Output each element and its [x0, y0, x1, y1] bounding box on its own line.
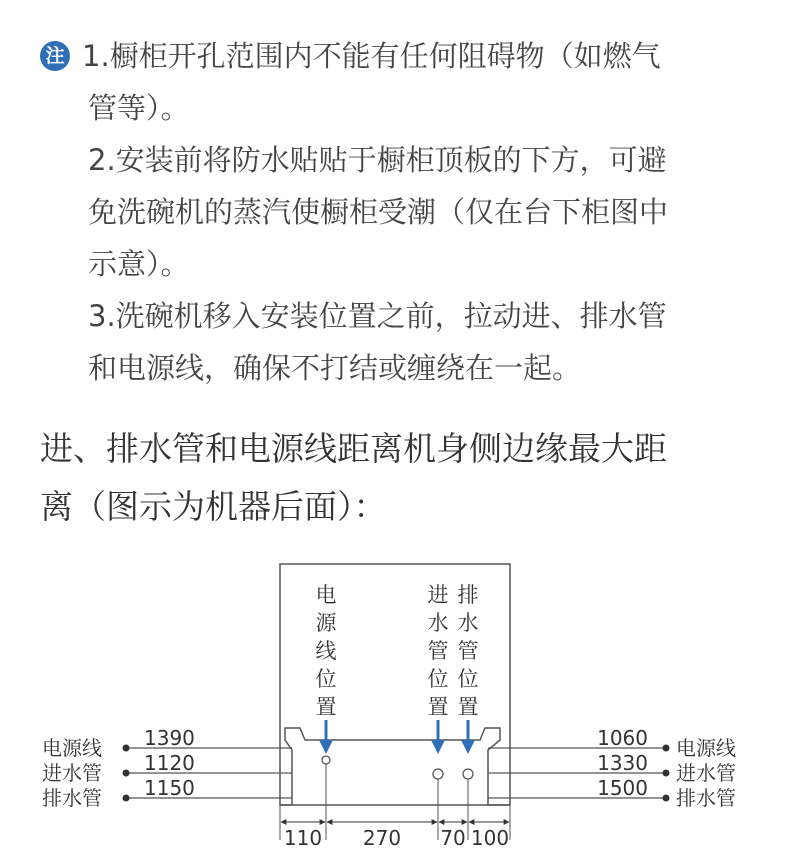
inlet-port-icon [433, 769, 443, 779]
right-inlet-name: 进水管 [676, 761, 736, 785]
inlet-char-5: 置 [427, 695, 449, 719]
note-line-1 [40, 30, 760, 82]
inlet-position-label [428, 583, 449, 719]
dim-value-2: 270 [362, 826, 402, 850]
drain-char-5: 置 [457, 695, 479, 719]
right-drain-value: 1500 [597, 776, 648, 800]
drain-char-3: 管 [457, 639, 479, 663]
machine-back-diagram [0, 540, 790, 860]
drain-char-4: 位 [457, 667, 479, 691]
right-drain-name: 排水管 [676, 786, 736, 810]
note-text-1: 1.橱柜开孔范围内不能有任何阻碍物（如燃气 [82, 39, 661, 73]
inlet-char-4: 位 [427, 667, 449, 691]
left-labels [42, 726, 195, 810]
note-badge-icon: 注 [40, 41, 70, 71]
inlet-char-1: 进 [427, 583, 449, 607]
drain-char-1: 排 [457, 583, 479, 607]
right-power-value: 1060 [597, 726, 648, 750]
section-heading [40, 420, 770, 536]
right-inlet-value: 1330 [597, 751, 648, 775]
left-power-name: 电源线 [42, 736, 102, 760]
power-arrow-icon [319, 720, 333, 754]
heading-line-1: 进、排水管和电源线距离机身侧边缘最大距 [40, 429, 667, 468]
dim-value-4: 100 [470, 826, 510, 850]
note-line-4: 免洗碗机的蒸汽使橱柜受潮（仅在台下柜图中 [88, 195, 669, 229]
drain-arrow-icon [461, 720, 475, 754]
right-dots [663, 745, 670, 802]
left-inlet-value: 1120 [144, 751, 195, 775]
dim-value-1: 110 [283, 826, 323, 850]
note-line-2: 管等）。 [88, 91, 190, 125]
power-position-label [316, 583, 338, 719]
dimension-values [284, 826, 509, 850]
note-line-5: 示意）。 [88, 247, 190, 281]
left-drain-value: 1150 [144, 776, 195, 800]
left-drain-name: 排水管 [42, 786, 102, 810]
power-char-4: 位 [315, 667, 337, 691]
power-char-1: 电 [315, 583, 337, 607]
installation-notes [40, 30, 760, 394]
drain-position-label [458, 583, 479, 719]
note-line-3: 2.安装前将防水贴贴于橱柜顶板的下方，可避 [88, 143, 667, 177]
left-dots [123, 745, 130, 802]
drain-port-icon [463, 769, 473, 779]
inlet-arrow-icon [431, 720, 445, 754]
drain-char-2: 水 [457, 611, 479, 635]
power-char-5: 置 [315, 695, 337, 719]
note-line-6: 3.洗碗机移入安装位置之前，拉动进、排水管 [88, 299, 667, 333]
dim-value-3: 70 [440, 826, 466, 850]
note-line-7: 和电源线，确保不打结或缠绕在一起。 [88, 351, 582, 385]
power-char-3: 线 [315, 639, 337, 663]
inlet-char-2: 水 [427, 611, 449, 635]
left-power-value: 1390 [144, 726, 195, 750]
power-port-icon [322, 756, 330, 764]
inlet-char-3: 管 [427, 639, 449, 663]
position-arrows [319, 720, 475, 754]
power-char-2: 源 [315, 611, 337, 635]
left-inlet-name: 进水管 [42, 761, 102, 785]
right-power-name: 电源线 [676, 736, 736, 760]
heading-line-2: 离（图示为机器后面）： [40, 487, 387, 526]
